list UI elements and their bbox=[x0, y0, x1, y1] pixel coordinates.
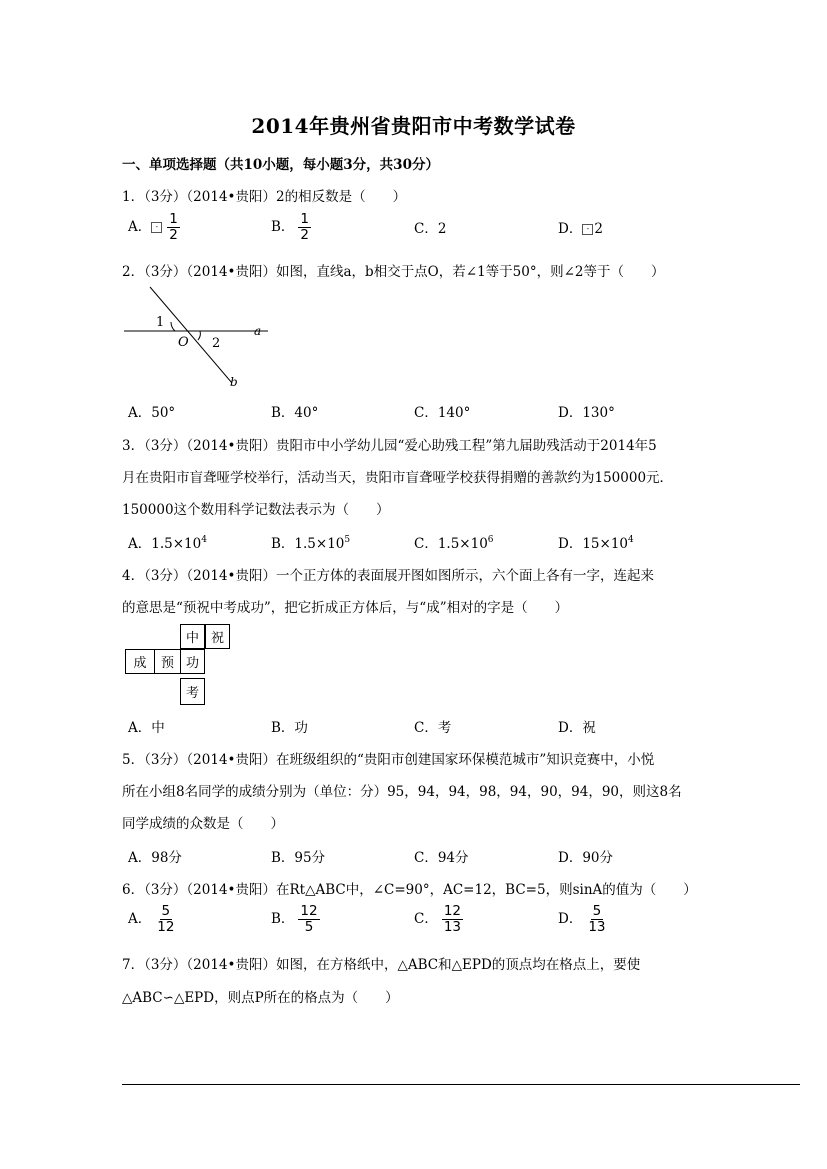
q3-option-a: A．$1.5\times 10^4$ bbox=[128, 535, 207, 552]
question-3-line-1: 3．（3分）（2014•贵阳）贵阳市中小学幼儿园“爱心助残工程”第九届助残活动于2014年5 bbox=[122, 438, 657, 454]
question-4-line-1: 4．（3分）（2014•贵阳）一个正方体的表面展开图如图所示，六个面上各有一字，连起来 bbox=[122, 568, 654, 584]
q2-option-d: D．130° bbox=[558, 405, 615, 421]
minus-glyph: - bbox=[151, 222, 162, 233]
question-4-line-2: 的意思是“预祝中考成功”，把它折成正方体后，与“成”相对的字是（ ） bbox=[122, 600, 569, 616]
net-cell-yu: 预 bbox=[154, 649, 181, 674]
question-1-stem: 1．（3分）（2014•贵阳）2的相反数是（ ） bbox=[122, 189, 407, 205]
q5-option-b: B．95分 bbox=[271, 850, 326, 866]
question-5-line-3: 同学成绩的众数是（ ） bbox=[122, 816, 284, 832]
q5-option-c: C．94分 bbox=[414, 850, 469, 866]
question-3-line-2: 月在贵阳市盲聋哑学校举行，活动当天，贵阳市盲聋哑学校获得捐赠的善款约为150000元． bbox=[122, 470, 674, 486]
net-cell-kao: 考 bbox=[180, 678, 205, 705]
net-cell-zhong: 中 bbox=[180, 624, 205, 649]
fraction: $\frac{5}{13}$ bbox=[588, 903, 606, 935]
label-1: 1 bbox=[156, 315, 165, 330]
q3-option-d: D．$15\times 10^4$ bbox=[558, 535, 634, 552]
q1-option-a: A． - $\frac{1}{2}$ bbox=[128, 211, 178, 243]
label-o: O bbox=[178, 335, 189, 350]
page-title: 2014年贵州省贵阳市中考数学试卷 bbox=[251, 114, 576, 138]
q1-option-b: B． $\frac{1}{2}$ bbox=[271, 211, 310, 243]
q6-option-d: D． $\frac{5}{13}$ bbox=[558, 903, 606, 935]
q1-option-d: D． - 2 bbox=[558, 221, 603, 237]
q3-option-c: C．$1.5\times 10^6$ bbox=[414, 535, 494, 552]
question-5-line-1: 5．（3分）（2014•贵阳）在班级组织的“贵阳市创建国家环保模范城市”知识竞赛中，小悦 bbox=[122, 752, 655, 768]
net-cell-gong: 功 bbox=[180, 649, 205, 674]
section-heading: 一、单项选择题（共10小题，每小题3分，共30分） bbox=[122, 157, 439, 173]
label-2: 2 bbox=[212, 336, 221, 351]
q6-option-a: A． $\frac{5}{12}$ bbox=[128, 903, 175, 935]
q4-option-b: B．功 bbox=[271, 720, 308, 736]
q2-option-c: C．140° bbox=[414, 405, 471, 421]
q2-option-a: A．50° bbox=[128, 405, 176, 421]
question-6-stem: 6．（3分）（2014•贵阳）在Rt△ABC中，∠C=90°，AC=12，BC=5，则sinA的值为（ ） bbox=[122, 882, 697, 898]
fraction: $\frac{1}{2}$ bbox=[169, 211, 178, 243]
question-7-line-2: △ABC∽△EPD，则点P所在的格点为（ ） bbox=[122, 990, 399, 1006]
question-5-line-2: 所在小组8名同学的成绩分别为（单位：分）95，94，94，98，94，90，94，90，则这8名 bbox=[122, 784, 682, 800]
question-3-line-3: 150000这个数用科学记数法表示为（ ） bbox=[122, 502, 390, 518]
q1-option-c: C．2 bbox=[414, 221, 447, 237]
label-a: a bbox=[254, 324, 262, 338]
line-b bbox=[150, 287, 232, 383]
angle-2-arc bbox=[198, 331, 200, 340]
q3-option-b: B．$1.5\times 10^5$ bbox=[271, 535, 351, 552]
q4-option-c: C．考 bbox=[414, 720, 452, 736]
q2-option-b: B．40° bbox=[271, 405, 319, 421]
angle-1-arc bbox=[171, 322, 175, 331]
q4-option-d: D．祝 bbox=[558, 720, 596, 736]
q4-option-a: A．中 bbox=[128, 720, 165, 736]
footer-divider bbox=[122, 1084, 800, 1085]
question-7-line-1: 7．（3分）（2014•贵阳）如图，在方格纸中，△ABC和△EPD的顶点均在格点上，要使 bbox=[122, 957, 641, 973]
fraction: $\frac{1}{2}$ bbox=[300, 211, 310, 243]
q5-option-d: D．90分 bbox=[558, 850, 614, 866]
q6-option-c: C． $\frac{12}{13}$ bbox=[414, 903, 462, 935]
net-cell-cheng: 成 bbox=[125, 649, 155, 674]
label-b: b bbox=[230, 375, 238, 389]
question-2-stem: 2．（3分）（2014•贵阳）如图，直线a，b相交于点O，若∠1等于50°，则∠2等于（ ） bbox=[122, 264, 665, 280]
net-cell-zhu: 祝 bbox=[205, 624, 230, 649]
fraction: $\frac{12}{5}$ bbox=[300, 903, 318, 935]
minus-glyph: - bbox=[582, 224, 593, 235]
q5-option-a: A．98分 bbox=[128, 850, 182, 866]
intersecting-lines-figure bbox=[120, 283, 280, 393]
q6-option-b: B． $\frac{12}{5}$ bbox=[271, 903, 318, 935]
fraction: $\frac{12}{13}$ bbox=[443, 903, 462, 935]
fraction: $\frac{5}{12}$ bbox=[157, 903, 175, 935]
